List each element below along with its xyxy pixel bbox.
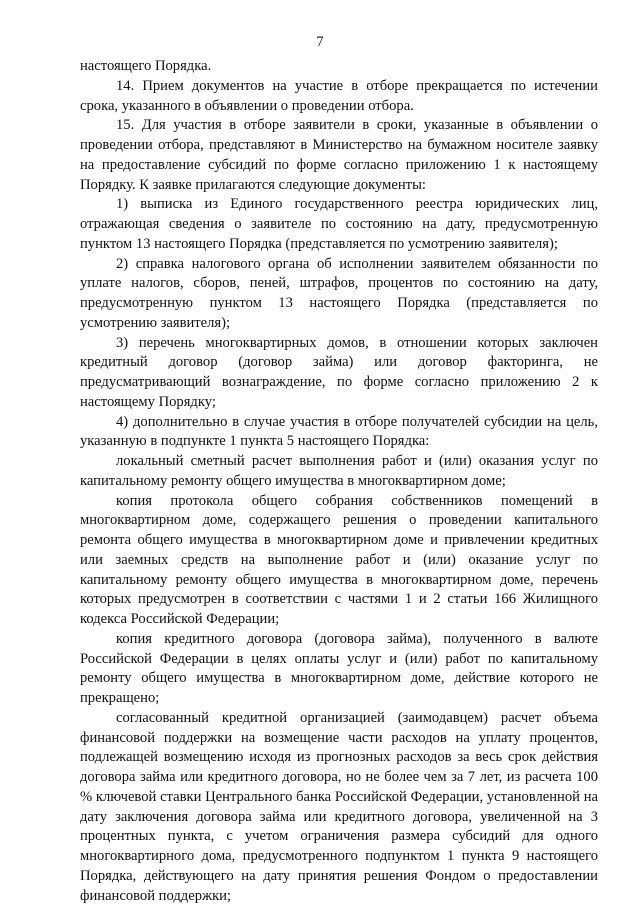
paragraph-protocol-copy: копия протокола общего собрания собственников помещений в многоквартирном доме, содержащего решения о проведении капитального ремонта общего имущества в многоквартирном доме и привлечении кредитных или заемных средств на выполнение работ и (или) оказание услуг по капитальному ремонту общего имущества в многоквартирном доме, перечень которых предусмотрен в соответствии с частями 1 и 2 статьи 166 Жилищного кодекса Российской Федерации;: [80, 492, 598, 627]
page-number: 7: [316, 34, 324, 50]
paragraph-subitem-4: 4) дополнительно в случае участия в отборе получателей субсидии на цель, указанную в подпункте 1 пункта 5 настоящего Порядка:: [80, 413, 598, 450]
paragraph-item-14: 14. Прием документов на участие в отборе прекращается по истечении срока, указанного в объявлении о проведении отбора.: [80, 77, 598, 114]
paragraph-continuation: настоящего Порядка.: [80, 58, 212, 74]
paragraph-estimate: локальный сметный расчет выполнения работ и (или) оказания услуг по капитальному ремонту общего имущества в многоквартирном доме;: [80, 453, 598, 489]
paragraph-support-calculation: согласованный кредитной организацией (заимодавцем) расчет объема финансовой поддержки на возмещение части расходов на уплату процентов, подлежащей возмещению исходя из прогнозных расходов за весь срок действия договора займа или кредитного договора, но не более чем за 7 лет, из расчета 100 % ключевой ставки Центрального банка Российской Федерации, установленной на дату заключения договора займа или кредитного договора, увеличенной на 3 процентных пункта, с учетом ограничения размера субсидий для одного многоквартирного дома, предусмотренного подпунктом 1 пункта 9 настоящего Порядка, действующего на дату принятия решения Фондом о предоставлении финансовой поддержки;: [80, 709, 598, 904]
paragraph-subitem-3: 3) перечень многоквартирных домов, в отношении которых заключен кредитный договор (договор займа) или договор факторинга, не предусматривающий вознаграждение, по форме согласно приложению 2 к настоящему Порядку;: [80, 334, 598, 410]
paragraph-loan-agreement-copy: копия кредитного договора (договора займа), полученного в валюте Российской Федерации в целях оплаты услуг и (или) работ по капитальному ремонту общего имущества в многоквартирном доме, действие которого не прекращено;: [80, 630, 598, 706]
paragraph-item-15: 15. Для участия в отборе заявители в сроки, указанные в объявлении о проведении отбора, представляют в Министерство на бумажном носителе заявку на предоставление субсидий по форме согласно приложению 1 к настоящему Порядку. К заявке прилагаются следующие документы:: [80, 117, 598, 193]
paragraph-subitem-1: 1) выписка из Единого государственного реестра юридических лиц, отражающая сведения о заявителе по состоянию на дату, предусмотренную пунктом 13 настоящего Порядка (представляется по усмотрению заявителя);: [80, 196, 598, 252]
document-body: [80, 57, 598, 906]
paragraph-subitem-2: 2) справка налогового органа об исполнении заявителем обязанности по уплате налогов, сборов, пеней, штрафов, процентов по состоянию на дату, предусмотренную пунктом 13 настоящего Порядка (представляется по усмотрению заявителя);: [80, 255, 598, 331]
